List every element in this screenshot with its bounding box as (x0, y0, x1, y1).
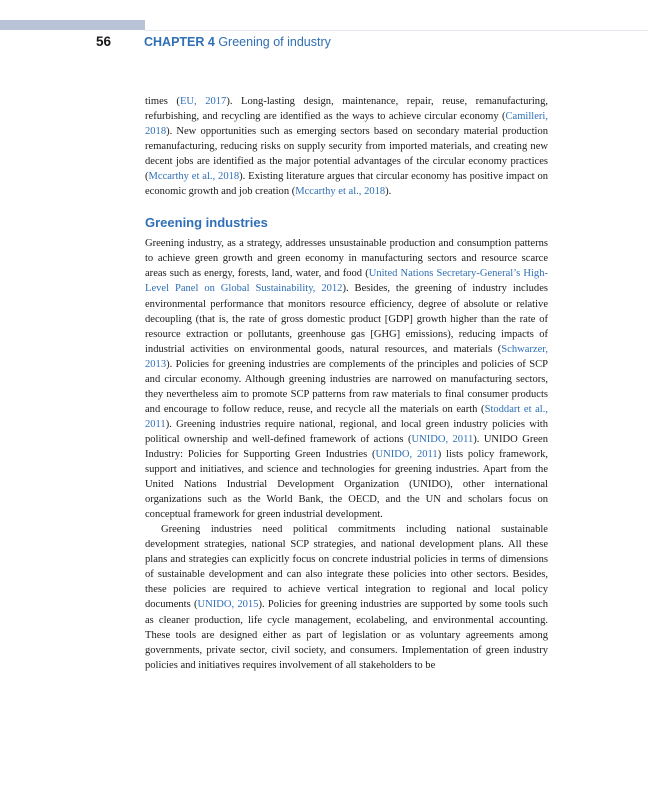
citation-link[interactable]: Stoddart et al., 2011 (145, 403, 549, 430)
citation-link[interactable]: UNIDO, 2015 (197, 599, 259, 611)
page-number: 56 (96, 34, 112, 49)
paragraph-2: Greening industries need political commitments including national sustainable development strategies, national SCP strategies, and national development plans. All these plans and strategies can explicitly focus on concrete industrial policies in terms of dimensions of sustainable development and can also integrate these policies into other sectors. Besides, these policies are required to achieve vertical integration to regional and local policy documents (UNIDO, 2015). Policies for greening industries are supported by some tools such as cleaner production, life cycle management, ecolabeling, and environmental accounting. These tools are designed either as part of legislation or as voluntary agreements among governments, private sector, civil society, and consumers. Implementation of green industry policies and initiatives requires involvement of all stakeholders to be (145, 524, 549, 671)
running-head (144, 35, 331, 49)
citation-link[interactable]: Mccarthy et al., 2018 (148, 171, 240, 183)
body-text (145, 94, 548, 673)
chapter-title: Greening of industry (218, 35, 331, 49)
section-heading: Greening industries (145, 215, 268, 231)
citation-link[interactable]: UNIDO, 2011 (375, 448, 438, 460)
citation-link[interactable]: UNIDO, 2011 (411, 433, 474, 445)
header-rule (145, 30, 648, 31)
citation-link[interactable]: Camilleri, 2018 (145, 111, 548, 138)
citation-link[interactable]: EU, 2017 (179, 96, 227, 107)
header-color-bar (0, 20, 145, 30)
citation-link[interactable]: Schwarzer, 2013 (145, 343, 548, 370)
paragraph-1: Greening industry, as a strategy, addresses unsustainable production and consumption patterns to achieve green growth and green economy in manufacturing sectors and resource scarce areas such as energy, forests, land, water, and food (United Nations Secretary-General’s High-Level Panel on Global Sustainability, 2012). Besides, the greening of industry includes environmental performance that monitors resource efficiency, degree of absolute or relative decoupling (that is, the rate of gross domestic product [GDP] growth higher than the rate of resource extraction or pollutants, greenhouse gas [GHG] emissions), reducing impacts of industrial activities on environmental goods, natural resources, and materials (Schwarzer, 2013). Policies for greening industries are complements of the principles and policies of SCP and circular economy. Although greening industries are narrowed on manufacturing sectors, they nevertheless aim to promote SCP patterns from raw materials to final consumer products and encourage to follow reduce, reuse, and recycle all the materials on earth (Stoddart et al., 2011). Greening industries require national, regional, and local green industry policies with political ownership and well-defined framework of actions (UNIDO, 2011). UNIDO Green Industry: Policies for Supporting Green Industries (UNIDO, 2011) lists policy framework, support and initiatives, and science and technologies for greening industries. Apart from the United Nations Industrial Development Organization (UNIDO), other international organizations such as the World Bank, the OECD, and the UN and scholars focus on conceptual framework for green industrial development. (145, 238, 549, 521)
citation-link[interactable]: United Nations Secretary-General’s High-Level Panel on Global Sustainability, 2012 (145, 268, 548, 295)
citation-link[interactable]: Mccarthy et al., 2018 (295, 186, 386, 198)
intro-paragraph: times (EU, 2017). Long-lasting design, maintenance, repair, reuse, remanufacturing, refurbishing, and recycling are identified as the ways to achieve circular economy (Camilleri, 2018). New opportunities such as emerging sectors based on secondary material production remanufacturing, reducing risks on supply security from imported materials, and creating new decent jobs are identified as the major potential advantages of the circular economy practices (Mccarthy et al., 2018). Existing literature argues that circular economy has positive impact on economic growth and job creation (Mccarthy et al., 2018). (145, 96, 548, 198)
chapter-label: CHAPTER 4 (144, 35, 215, 49)
